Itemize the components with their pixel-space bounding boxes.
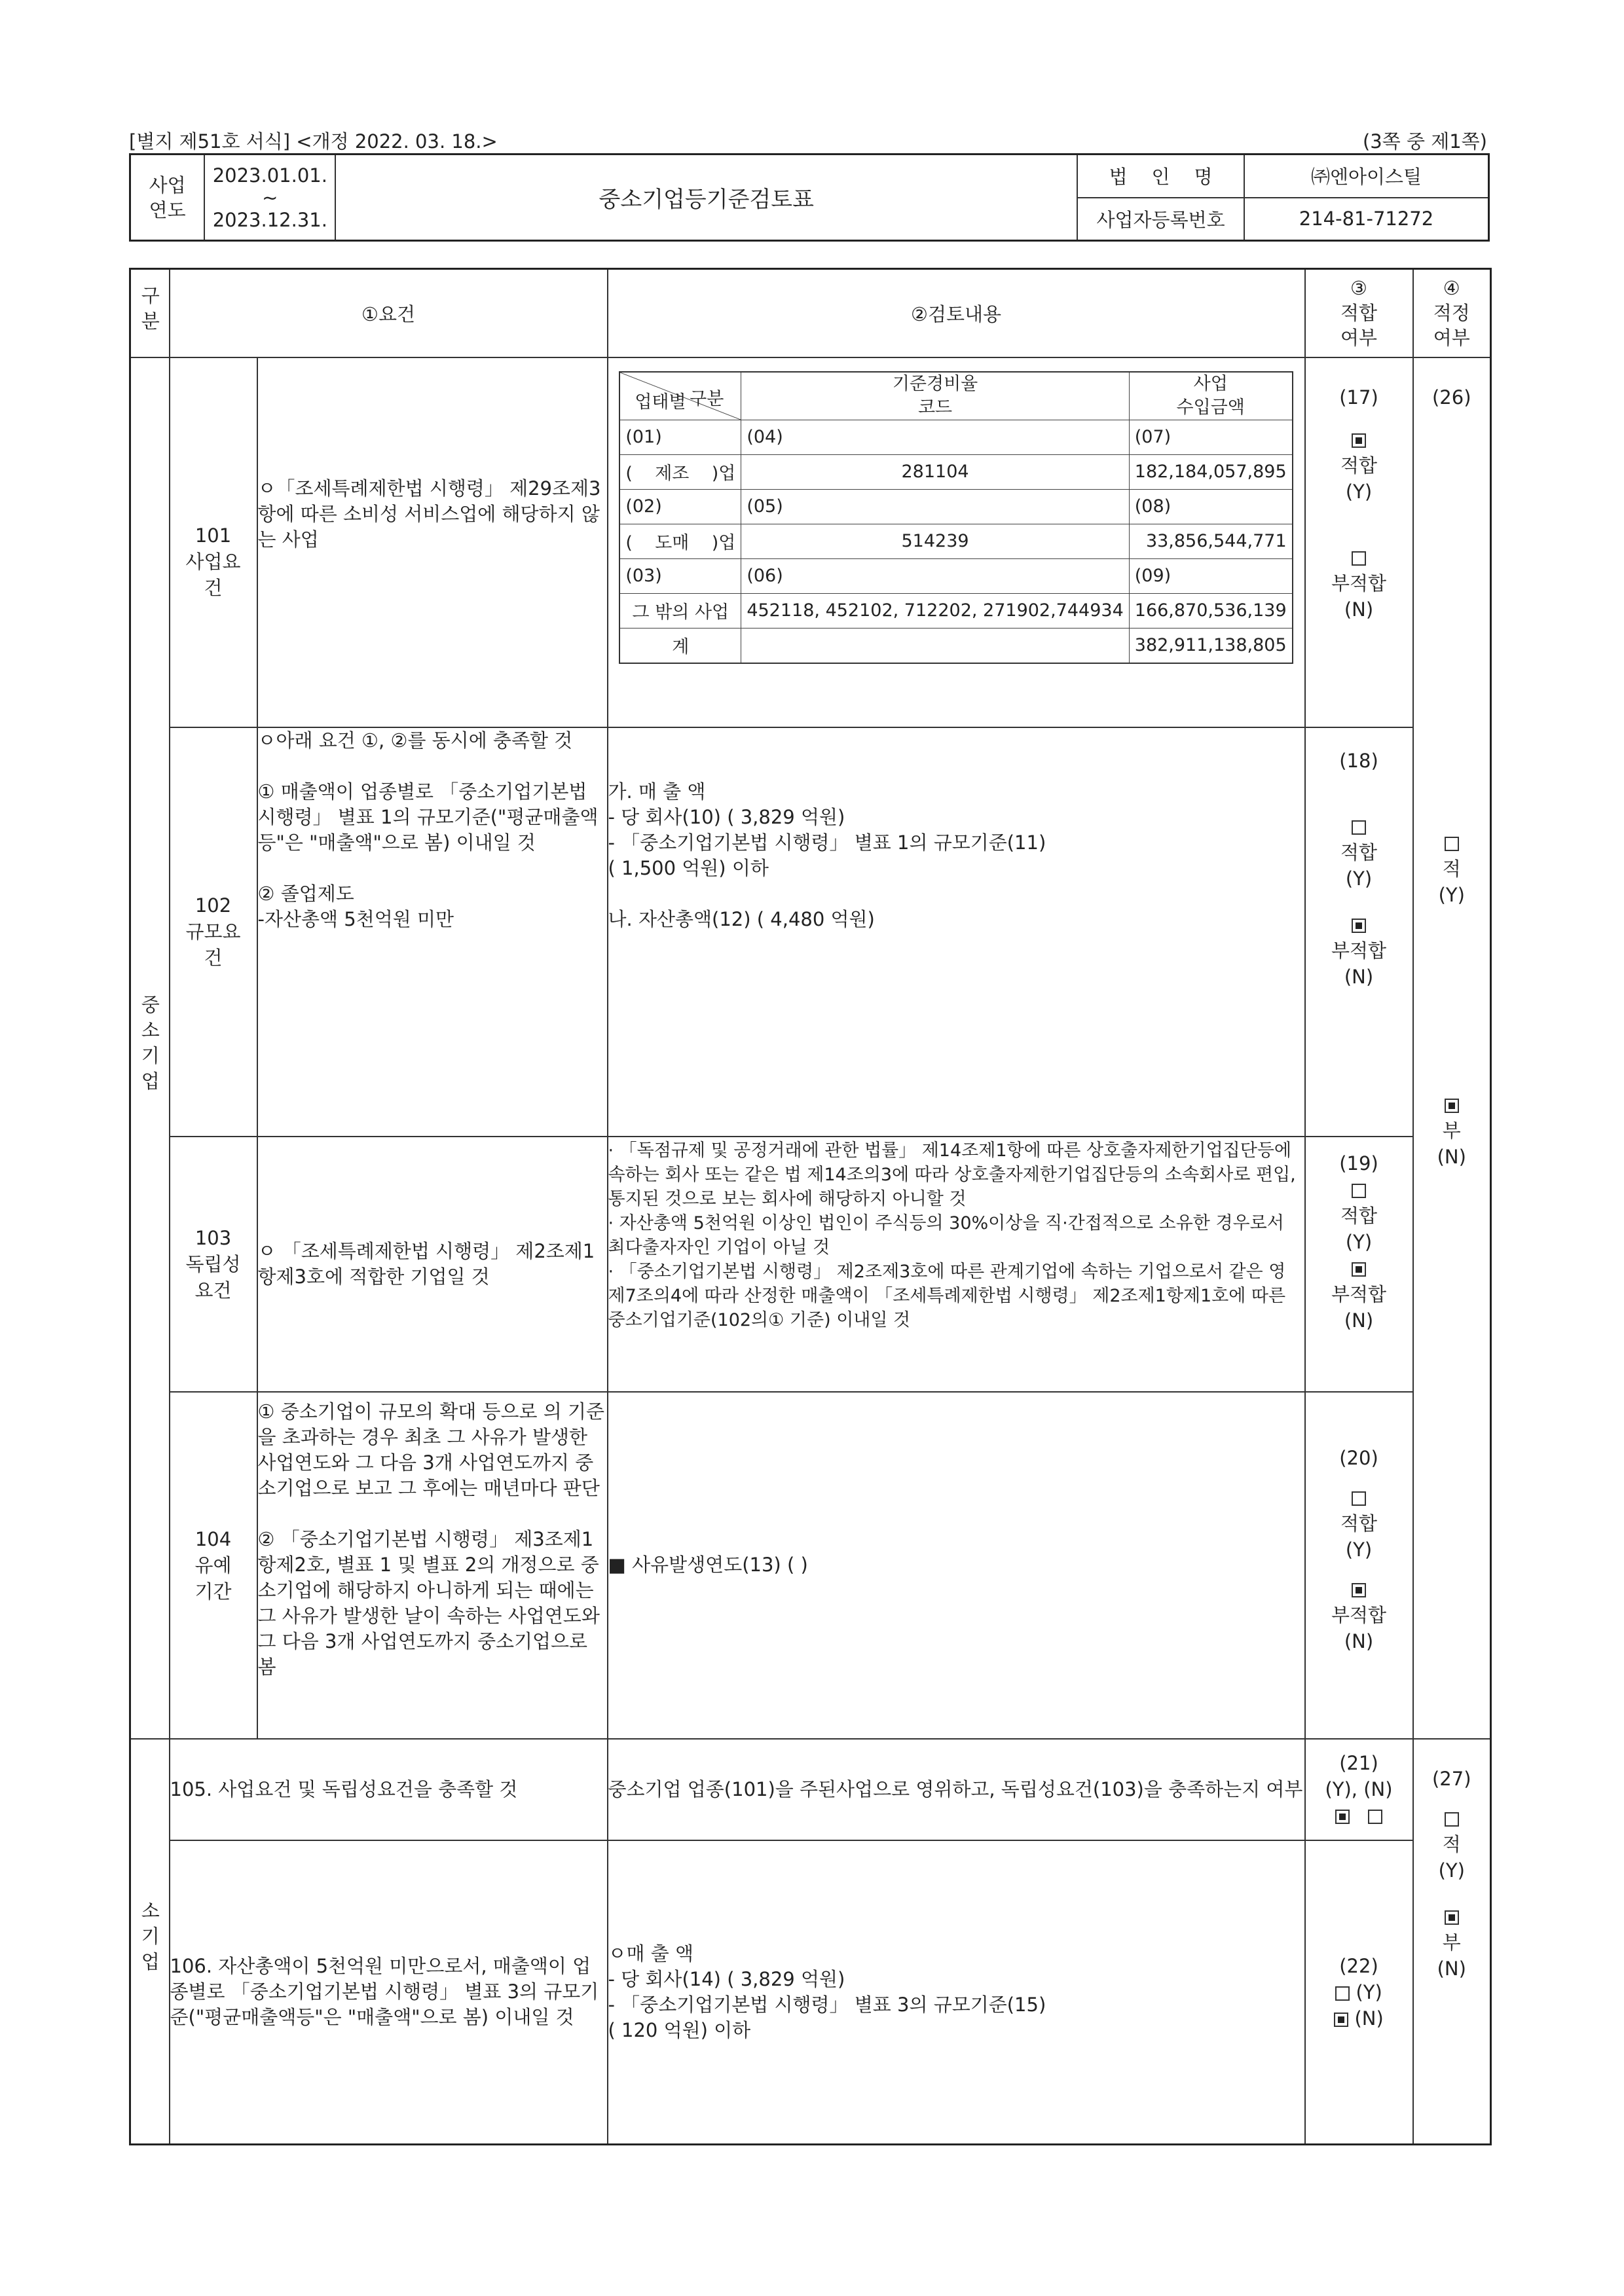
row-105-requirement: 105. 사업요건 및 독립성요건을 충족할 것	[170, 1739, 608, 1840]
row-104-label: 104 유예 기간	[170, 1392, 257, 1739]
review-table	[129, 268, 1492, 2145]
row-102-requirement: ㅇ아래 요건 ①, ②를 동시에 충족할 것 ① 매출액이 업종별로 「중소기업기본법 시행령」 별표 1의 규모기준("평균매출액등"은 "매출액"으로 봄) 이내일 것 ② 졸업제도 -자산총액 5천억원 미만	[257, 727, 608, 1137]
form-header	[129, 127, 1487, 154]
row-104-fit-no-checkbox[interactable]	[1352, 1583, 1366, 1597]
header-amount: 사업 수입금액	[1129, 372, 1292, 420]
row-102-label: 102 규모요 건	[170, 727, 257, 1137]
row-101-label: 101 사업요 건	[170, 357, 257, 727]
period-start: 2023.01.01.	[212, 164, 327, 187]
row-101-fit-no-checkbox[interactable]	[1352, 551, 1366, 566]
total-code-empty	[741, 628, 1129, 663]
form-label: [별지 제51호 서식] <개정 2022. 03. 18.>	[129, 130, 498, 153]
corp-name: ㈜엔아이스틸	[1244, 155, 1489, 198]
other-amount: 166,870,536,139	[1129, 593, 1292, 628]
row-104-fit-yes-label: 적합 (Y)	[1340, 1512, 1378, 1561]
wholesale-amount: 33,856,544,771	[1129, 524, 1292, 558]
page-title: 중소기업등기준검토표	[335, 155, 1077, 241]
row-103-fit-no-checkbox[interactable]	[1352, 1262, 1366, 1277]
row-102-review: 가. 매 출 액 - 당 회사(10) ( 3,829 억원) - 「중소기업기본법 시행령」 별표 1의 규모기준(11) ( 1,500 억원) 이하 나. 자산총액(12) ( 4,480 억원)	[608, 727, 1305, 1137]
row-106-fit-n: (N)	[1354, 2007, 1384, 2030]
row-105-review: 중소기업 업종(101)을 주된사업으로 영위하고, 독립성요건(103)을 충족하는지 여부	[608, 1739, 1305, 1840]
row-103-fit-yes-checkbox[interactable]	[1352, 1184, 1366, 1198]
reg-no: 214-81-71272	[1244, 198, 1489, 241]
corp-name-label: 법 인 명	[1077, 155, 1244, 198]
row-104-unfit-label: 부적합 (N)	[1331, 1603, 1387, 1652]
category-header: 구분	[138, 285, 161, 337]
mfg-label: ( 제조 )업	[619, 454, 741, 489]
other-label: 그 밖의 사업	[619, 593, 741, 628]
row-104-fit-no: (20)	[1339, 1446, 1378, 1469]
row-106-fit-y: (Y)	[1356, 1980, 1382, 2003]
row-105-fit-yes-checkbox[interactable]	[1335, 1810, 1350, 1824]
small-proper-no-label: 부 (N)	[1437, 1931, 1466, 1980]
header-code: 기준경비율 코드	[741, 372, 1129, 420]
group-sme-label: 중소기업	[138, 994, 161, 1097]
small-proper-no-checkbox[interactable]	[1445, 1910, 1459, 1925]
row-104-fit-yes-checkbox[interactable]	[1352, 1491, 1366, 1506]
header-gubun: 구분	[690, 388, 724, 409]
small-proper-yes-checkbox[interactable]	[1445, 1812, 1459, 1827]
row-101-unfit-label: 부적합 (N)	[1331, 572, 1387, 621]
row-102-fit-no: (18)	[1339, 749, 1378, 772]
other-code: 452118, 452102, 712202, 271902,744934	[741, 593, 1129, 628]
document-header-table	[129, 153, 1490, 242]
row-105-fit-no-checkbox[interactable]	[1368, 1810, 1382, 1824]
row-101-fit-yes-label: 적합 (Y)	[1340, 454, 1378, 503]
row-106-fit-no-checkbox[interactable]	[1334, 2013, 1348, 2027]
row-106-fit-no: (22)	[1339, 1954, 1378, 1977]
no-08: (08)	[1129, 489, 1292, 524]
sme-proper-yes-checkbox[interactable]	[1445, 837, 1459, 851]
group-small-label: 소기업	[138, 1901, 161, 1978]
row-106-requirement: 106. 자산총액이 5천억원 미만으로서, 매출액이 업종별로 「중소기업기본법 시행령」 별표 3의 규모기준("평균매출액등"은 "매출액"으로 봄) 이내일 것	[170, 1840, 608, 2145]
row-105-fit-labels: (Y), (N)	[1325, 1778, 1393, 1800]
row-104-review: ■ 사유발생연도(13) ( )	[608, 1392, 1305, 1739]
small-proper-yes-label: 적 (Y)	[1438, 1832, 1465, 1882]
row-103-requirement: ㅇ 「조세특례제한법 시행령」 제2조제1항제3호에 적합한 기업일 것	[257, 1137, 608, 1392]
row-102-fit-yes-checkbox[interactable]	[1352, 820, 1366, 835]
review-header: ②검토내용	[608, 269, 1305, 357]
row-106-review: ㅇ매 출 액 - 당 회사(14) ( 3,829 억원) - 「중소기업기본법 시행령」 별표 3의 규모기준(15) ( 120 억원) 이하	[608, 1840, 1305, 2145]
row-103-fit-yes-label: 적합 (Y)	[1340, 1204, 1378, 1253]
row-103-fit-no: (19)	[1339, 1152, 1378, 1175]
total-amount: 382,911,138,805	[1129, 628, 1292, 663]
mfg-amount: 182,184,057,895	[1129, 454, 1292, 489]
page-indicator: (3쪽 중 제1쪽)	[1362, 130, 1487, 153]
row-105-fit-no: (21)	[1339, 1752, 1378, 1774]
row-104-requirement: ① 중소기업이 규모의 확대 등으로 의 기준을 초과하는 경우 최초 그 사유가 발생한 사업연도와 그 다음 3개 사업연도까지 중소기업으로 보고 그 후에는 매년마다 판단 ② 「중소기업기본법 시행령」 제3조제1항제2호, 별표 1 및 별표 2의 개정으로 중소기업에 해당하지 아니하게 되는 때에는 그 사유가 발생한 날이 속하는 사업연도와 그 다음 3개 사업연도까지 중소기업으로 봄	[257, 1392, 608, 1739]
total-label: 계	[619, 628, 741, 663]
fit-header: ③ 적합 여부	[1305, 269, 1413, 357]
wholesale-label: ( 도매 )업	[619, 524, 741, 558]
row-102-fit-no-checkbox[interactable]	[1352, 919, 1366, 933]
business-year-label: 사업 연도	[130, 155, 205, 241]
row-103-label: 103 독립성 요건	[170, 1137, 257, 1392]
row-101-fit-yes-checkbox[interactable]	[1352, 433, 1366, 448]
row-101-fit-no: (17)	[1339, 386, 1378, 409]
header-industry: 업태별	[635, 392, 686, 412]
row-101-requirement: ㅇ「조세특례제한법 시행령」 제29조제3항에 따른 소비성 서비스업에 해당하지 않는 사업	[257, 357, 608, 727]
sme-proper-no-label: 부 (N)	[1437, 1119, 1466, 1168]
proper-header: ④ 적정 여부	[1413, 269, 1491, 357]
row-106-fit-yes-checkbox[interactable]	[1335, 1986, 1350, 2001]
industry-table	[619, 371, 1293, 664]
no-07: (07)	[1129, 420, 1292, 454]
sme-proper-no-checkbox[interactable]	[1445, 1099, 1459, 1113]
no-02: (02)	[619, 489, 741, 524]
no-09: (09)	[1129, 558, 1292, 593]
no-04: (04)	[741, 420, 1129, 454]
row-102-fit-yes-label: 적합 (Y)	[1340, 841, 1378, 890]
no-06: (06)	[741, 558, 1129, 593]
no-05: (05)	[741, 489, 1129, 524]
no-03: (03)	[619, 558, 741, 593]
row-102-unfit-label: 부적합 (N)	[1331, 939, 1387, 988]
period-tilde: ~	[262, 186, 278, 209]
row-103-unfit-label: 부적합 (N)	[1331, 1283, 1387, 1332]
mfg-code: 281104	[741, 454, 1129, 489]
wholesale-code: 514239	[741, 524, 1129, 558]
sme-proper-no: (26)	[1431, 386, 1471, 409]
sme-proper-yes-label: 적 (Y)	[1438, 857, 1465, 906]
requirement-header: ①요건	[170, 269, 608, 357]
small-proper-no: (27)	[1431, 1767, 1471, 1790]
period-end: 2023.12.31.	[212, 208, 327, 231]
reg-no-label: 사업자등록번호	[1077, 198, 1244, 241]
no-01: (01)	[619, 420, 741, 454]
row-103-review: · 「독점규제 및 공정거래에 관한 법률」 제14조제1항에 따른 상호출자제한기업집단등에 속하는 회사 또는 같은 법 제14조의3에 따라 상호출자제한기업집단등의 소속회사로 편입, 통지된 것으로 보는 회사에 해당하지 아니할 것 · 자산총액 5천억원 이상인 법인이 주식등의 30%이상을 직·간접적으로 소유한 경우로서 최다출자자인 기업이 아닐 것 · 「중소기업기본법 시행령」 제2조제3호에 따른 관계기업에 속하는 기업으로서 같은 영 제7조의4에 따라 산정한 매출액이 「조세특례제한법 시행령」 제2조제1항제1호에 따른 중소기업기준(102의① 기준) 이내일 것	[608, 1137, 1305, 1392]
